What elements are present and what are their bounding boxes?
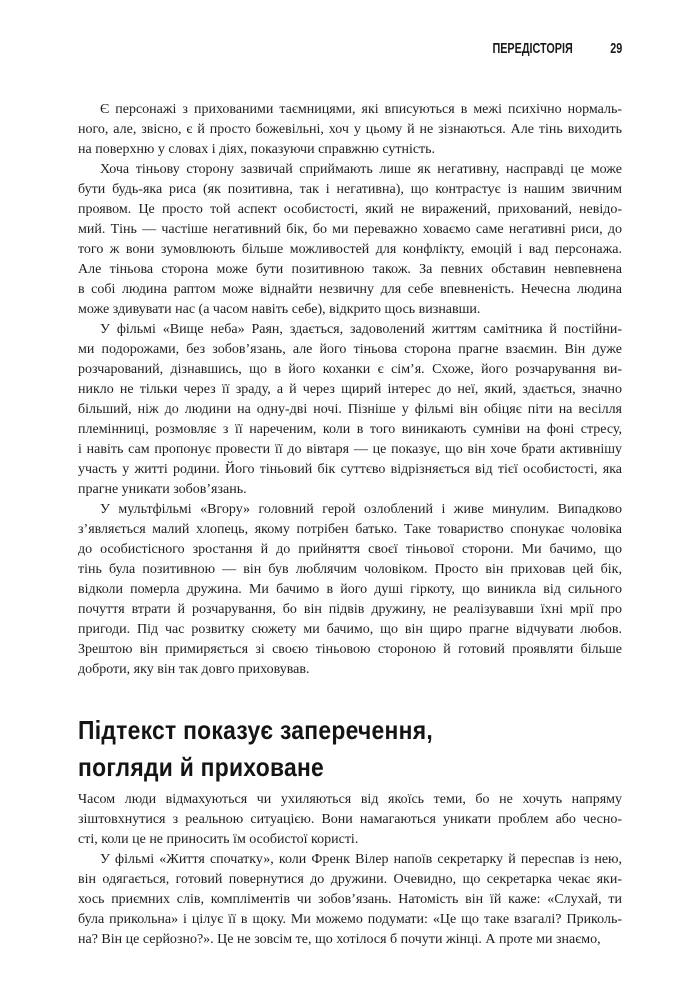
section-heading-line: погляди й приховане <box>78 752 325 782</box>
paragraph <box>78 500 622 680</box>
section-heading-line: Підтекст показує заперечення, <box>78 715 433 745</box>
running-head-section-title: ПЕРЕДІСТОРІЯ <box>492 40 573 57</box>
content-area <box>78 100 622 950</box>
text-line: більший, ніж до людини на одну-дві ночі. Пізніше у фільмі він обіцяє піти на весілля <box>78 402 622 417</box>
text-line: з’являється малий хлопець, якому потрібен батько. Таке товариство спонукає чоловіка <box>78 522 622 537</box>
text-line: була прикольна» і цілує її в щоку. Ми можемо подумати: «Це що таке взагалі? Приколь- <box>78 912 622 927</box>
running-head <box>492 40 622 57</box>
paragraph <box>78 850 622 950</box>
page-number: 29 <box>609 40 622 57</box>
text-line: до особистісного зростання й до прийняття своєї тіньової сторони. Ми бачимо, що <box>78 542 622 557</box>
text-line: може здивувати нас (а часом навіть себе), відкрито щось визнавши. <box>78 302 481 317</box>
text-line: тінь була позитивною — він був люблячим чоловіком. Просто він приховав цей бік, <box>78 562 622 577</box>
text-line: племінниці, розмовляє з її нареченим, коли в того виникають сумніви на фоні стресу, <box>78 422 622 437</box>
text-line: участь у житті родини. Його тіньовий бік суттєво відрізняється від тієї особистості, яка <box>78 462 622 477</box>
text-line: розчарований, дізнавшись, що в його коханки є сім’я. Схоже, його розчарування ви- <box>78 362 622 377</box>
text-line: У фільмі «Життя спочатку», коли Френк Вілер напоїв секретарку й переспав із нею, <box>100 852 622 867</box>
section-heading <box>78 712 557 786</box>
text-line: ного, але, звісно, є й просто божевільні, хоч у цьому й не зізнаються. Але тінь виходить <box>78 122 622 137</box>
text-line: зіштовхнутися з реальною ситуацією. Вони намагаються уникати проблем або чесно- <box>78 812 622 827</box>
text-line: доброти, яку він так довго приховував. <box>78 662 310 677</box>
text-line: того ж вони зумовлюють більше можливостей для конфлікту, емоцій і вад персонажа. <box>78 242 622 257</box>
text-line: бути будь-яка риса (як позитивна, так і негативна), що контрастує із нашим звичним <box>78 182 622 197</box>
paragraph <box>78 790 622 850</box>
text-line: проявом. Це просто той аспект особистості, який не виражений, прихований, невідо- <box>78 202 622 217</box>
text-line: на? Він це серйозно?». Це не зовсім те, що хотілося б почути жінці. А проте ми знаємо, <box>78 932 601 947</box>
text-line: почуття втрати й розчарування, бо він підвів дружину, не реалізувавши їхні мрії про <box>78 602 622 617</box>
text-line: Зрештою він примиряється зі своєю тіньовою стороною й готовий проявляти більше <box>78 642 622 657</box>
text-line: відколи померла дружина. Ми бачимо в його душі гіркоту, що виникла від сильного <box>78 582 622 597</box>
text-line: він одягається, готовий повернутися до дружини. Очевидно, що секретарка чекає яки- <box>78 872 622 887</box>
text-line: і навіть сам пропонує провести її до вівтаря — це показує, що він хоче брати активнішу <box>78 442 622 457</box>
text-line: мий. Тінь — частіше негативний бік, бо ми переважно ховаємо саме негативні риси, до <box>78 222 622 237</box>
text-line: Є персонажі з прихованими таємницями, які вписуються в межі психічно нормаль- <box>100 102 622 117</box>
paragraph <box>78 160 622 320</box>
text-line: пригоди. Під час розвитку сюжету ми бачимо, що він щиро прагне відчувати любов. <box>78 622 622 637</box>
text-line: Але тіньова сторона може бути позитивною також. За певних обставин невпевнена <box>78 262 622 277</box>
text-line: У фільмі «Вище неба» Раян, здається, задоволений життям самітника й постійни- <box>100 322 622 337</box>
paragraph <box>78 100 622 160</box>
text-line: в собі людина раптом може віднайти незвичну для себе впевненість. Нечесна людина <box>78 282 622 297</box>
text-line: У мультфільмі «Вгору» головний герой озлоблений і живе минулим. Випадково <box>100 502 622 517</box>
paragraph <box>78 320 622 500</box>
text-line: сті, коли це не приносить їм особистої користі. <box>78 832 359 847</box>
text-line: на поверхню у словах і діях, показуючи справжню сутність. <box>78 142 436 157</box>
text-line: ми подорожами, без зобов’язань, але його тіньова сторона прагне взаємин. Він дуже <box>78 342 622 357</box>
text-line: Часом люди відмахуються чи ухиляються від якоїсь теми, бо не хочуть напряму <box>78 792 622 807</box>
text-line: хось приємних слів, компліментів чи зобов’язань. Натомість він їй каже: «Слухай, ти <box>78 892 622 907</box>
text-line: прагне уникати зобов’язань. <box>78 482 247 497</box>
text-line: никло не тільки через її зраду, а й через щирий інтерес до неї, який, здається, значно <box>78 382 622 397</box>
text-line: Хоча тіньову сторону зазвичай сприймають лише як негативну, насправді це може <box>100 162 622 177</box>
